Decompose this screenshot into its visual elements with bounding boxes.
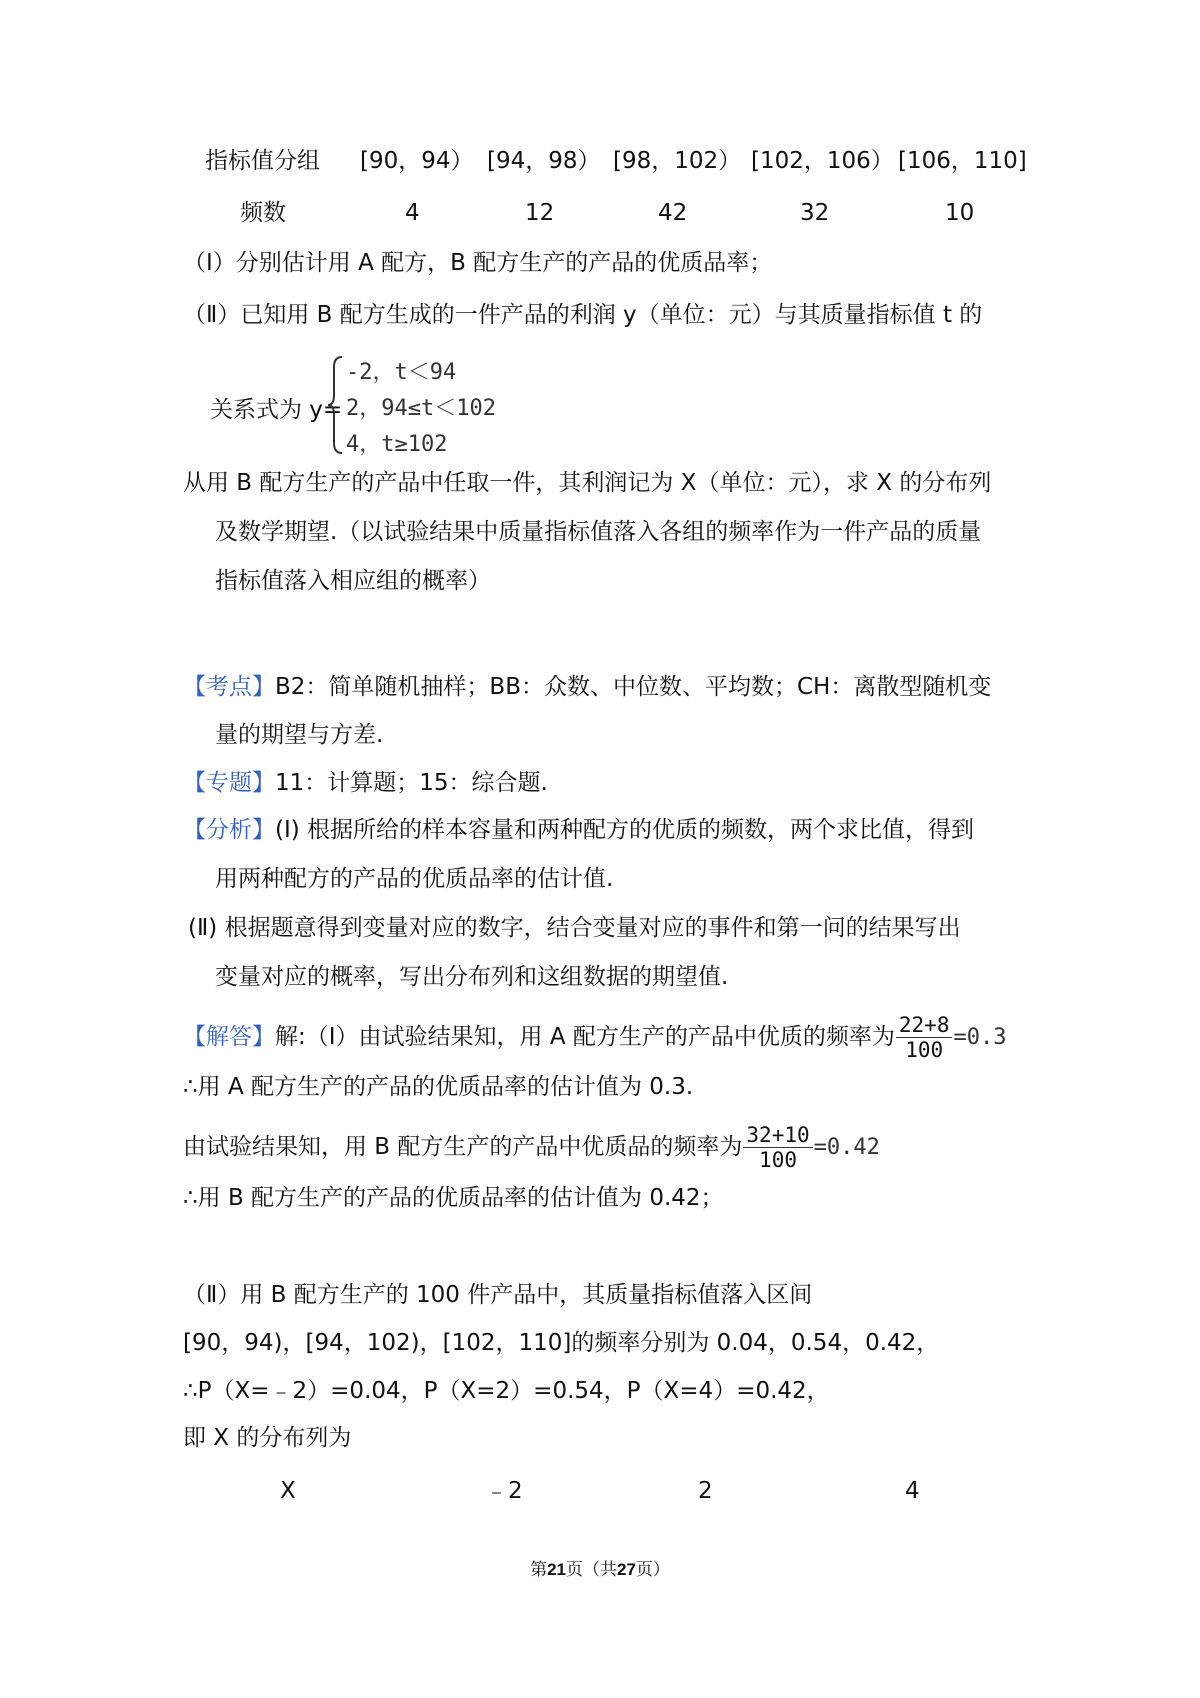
fraction-denominator: 100	[905, 1038, 944, 1062]
frequency-table	[0, 0, 1200, 240]
solution-text: 由试验结果知，用 B 配方生产的产品中优质品的频率为	[183, 1134, 743, 1160]
solution-line: ∴用 B 配方生产的产品的优质品率的估计值为 0.42；	[183, 1185, 724, 1211]
zhuanti-tag: 【专题】	[183, 770, 275, 796]
piecewise-function	[210, 355, 550, 455]
table-count: 4	[405, 200, 420, 226]
distribution-table	[0, 1476, 1200, 1516]
question-1: （Ⅰ）分别估计用 A 配方，B 配方生产的产品的优质品率；	[183, 250, 773, 276]
fraction-numerator: 32+10	[743, 1123, 812, 1148]
piecewise-case: -2，t＜94	[346, 360, 457, 385]
kaodian-line	[183, 672, 991, 702]
solution-line: [90，94)，[94，102)，[102，110]的频率分别为 0.04，0.54，0.42，	[183, 1330, 940, 1356]
fenxi-text-cont: 变量对应的概率，写出分布列和这组数据的期望值.	[215, 964, 729, 990]
page-number: 21	[547, 1560, 566, 1579]
kaodian-text-cont: 量的期望与方差.	[215, 722, 384, 748]
table-interval: [106，110]	[898, 148, 1027, 174]
piecewise-cases	[346, 355, 496, 463]
page-total: 27	[617, 1560, 636, 1579]
table-header-label: X	[280, 1478, 296, 1504]
solution-line: （Ⅱ）用 B 配方生产的 100 件产品中，其质量指标值落入区间	[183, 1282, 813, 1308]
piecewise-label: 关系式为 y=	[210, 397, 343, 423]
table-header-label: 指标值分组	[205, 148, 320, 174]
fenxi-tag: 【分析】	[183, 817, 275, 843]
question-2-body: 从用 B 配方生产的产品中任取一件，其利润记为 X（单位：元），求 X 的分布列	[183, 470, 992, 496]
fraction-b	[743, 1123, 812, 1172]
table-count: 10	[945, 200, 975, 226]
piecewise-case: 4，t≥102	[346, 432, 448, 457]
footer-suffix: 页）	[635, 1560, 670, 1580]
fenxi-line	[183, 815, 974, 845]
table-interval: [98，102）	[613, 148, 742, 174]
table-count: 42	[658, 200, 688, 226]
question-2-body: 指标值落入相应组的概率）	[215, 568, 491, 594]
jieda-text: 解:（Ⅰ）由试验结果知，用 A 配方生产的产品中优质的频率为	[275, 1024, 895, 1050]
kaodian-text: B2：简单随机抽样；BB：众数、中位数、平均数；CH：离散型随机变	[275, 674, 992, 700]
table-value: ﹣2	[485, 1478, 523, 1504]
table-count: 12	[525, 200, 555, 226]
fraction-denominator: 100	[759, 1148, 797, 1172]
table-interval: [94，98）	[487, 148, 601, 174]
footer-middle: 页（共	[566, 1560, 617, 1580]
footer-prefix: 第	[530, 1560, 548, 1580]
fraction-numerator: 22+8	[896, 1013, 953, 1038]
table-interval: [90，94）	[360, 148, 474, 174]
fenxi-text: (Ⅰ) 根据所给的样本容量和两种配方的优质的频数，两个求比值，得到	[275, 817, 975, 843]
fraction-a	[896, 1013, 953, 1062]
table-count: 32	[800, 200, 830, 226]
zhuanti-text: 11：计算题；15：综合题.	[275, 770, 548, 796]
jieda-tag: 【解答】	[183, 1024, 275, 1050]
question-2-body: 及数学期望.（以试验结果中质量指标值落入各组的频率作为一件产品的质量	[215, 519, 982, 545]
table-row-label: 频数	[240, 200, 286, 226]
solution-line: ∴P（X=﹣2）=0.04，P（X=2）=0.54，P（X=4）=0.42，	[183, 1378, 830, 1404]
table-value: 2	[698, 1478, 713, 1504]
fenxi-text-part2: (Ⅱ) 根据题意得到变量对应的数字，结合变量对应的事件和第一问的结果写出	[188, 915, 961, 941]
solution-line	[183, 1123, 880, 1172]
fenxi-text-cont: 用两种配方的产品的优质品率的估计值.	[215, 866, 614, 892]
table-interval: [102，106）	[751, 148, 894, 174]
kaodian-tag: 【考点】	[183, 674, 275, 700]
fraction-result: =0.3	[953, 1025, 1007, 1050]
solution-line: ∴用 A 配方生产的产品的优质品率的估计值为 0.3.	[183, 1074, 694, 1100]
jieda-line	[183, 1013, 1006, 1062]
zhuanti-line	[183, 768, 548, 798]
table-value: 4	[905, 1478, 920, 1504]
piecewise-case: 2，94≤t＜102	[346, 396, 496, 421]
question-2-intro: （Ⅱ）已知用 B 配方生成的一件产品的利润 y（单位：元）与其质量指标值 t 的	[183, 302, 983, 328]
page-footer	[0, 1555, 1200, 1580]
left-brace-icon	[327, 355, 345, 455]
solution-line: 即 X 的分布列为	[183, 1425, 352, 1451]
fraction-result: =0.42	[813, 1135, 880, 1160]
